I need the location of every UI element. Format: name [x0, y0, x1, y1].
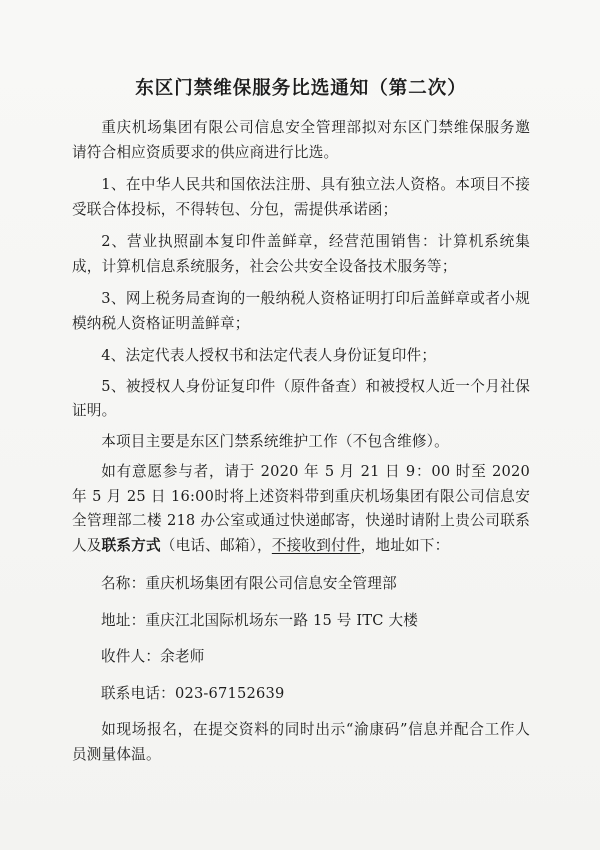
requirement-4: 4、法定代表人授权书和法定代表人身份证复印件； [101, 347, 437, 364]
requirement-5: 5、被授权人身份证复印件（原件备查）和被授权人近一个月社保证明。 [72, 377, 530, 419]
submission-text-3: ，地址如下： [360, 536, 450, 554]
submission-text-1: 如有意愿参与者，请于 2020 年 5 月 21 日 9：00 时至 2020 年 5 月 25 日 16:00时将上述资料带到重庆机场集团有限公司信息安全管理部二楼 218 办公室或通过快递邮寄，快递时请附上贵公司联系人及 [72, 463, 530, 554]
contact-phone: 联系电话：023-67152639 [101, 684, 285, 702]
requirement-2: 2、营业执照副本复印件盖鲜章，经营范围销售：计算机系统集成，计算机信息系统服务，社会公共安全设备技术服务等； [72, 233, 530, 275]
submission-underline-no-cod: 不接收到付件 [271, 536, 361, 554]
scope-paragraph: 本项目主要是东区门禁系统维护工作（不包含维修）。 [101, 432, 449, 450]
closing-paragraph: 如现场报名，在提交资料的同时出示“渝康码”信息并配合工作人员测量体温。 [72, 721, 530, 763]
notice-title: 东区门禁维保服务比选通知（第二次） [135, 78, 467, 99]
contact-recipient: 收件人：余老师 [101, 648, 205, 665]
requirement-1: 1、在中华人民共和国依法注册、具有独立法人资格。本项目不接受联合体投标，不得转包、分包，需提供承诺函； [72, 176, 530, 218]
requirement-3: 3、网上税务局查询的一般纳税人资格证明打印后盖鲜章或者小规模纳税人资格证明盖鲜章； [72, 290, 530, 332]
intro-paragraph: 重庆机场集团有限公司信息安全管理部拟对东区门禁维保服务邀请符合相应资质要求的供应商进行比选。 [72, 119, 530, 161]
contact-address: 地址：重庆江北国际机场东一路 15 号 ITC 大楼 [101, 611, 419, 629]
contact-name: 名称：重庆机场集团有限公司信息安全管理部 [101, 575, 397, 592]
submission-text-2: （电话、邮箱）， [160, 536, 272, 554]
submission-paragraph [72, 460, 530, 558]
submission-bold-contact: 联系方式 [101, 536, 161, 554]
